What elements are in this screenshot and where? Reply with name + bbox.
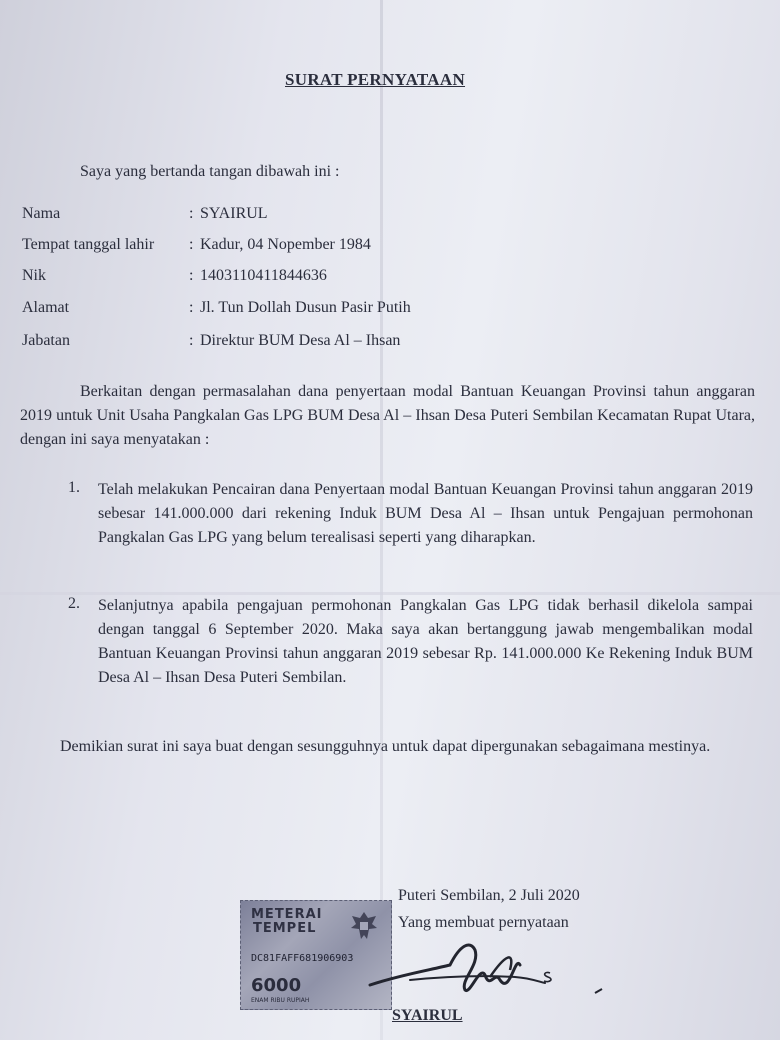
identity-value: Direktur BUM Desa Al – Ihsan — [200, 332, 401, 349]
identity-value: 1403110411844636 — [200, 267, 327, 284]
closing-paragraph: Demikian surat ini saya buat dengan sesungguhnya untuk dapat dipergunakan sebagaimana mestinya. — [60, 738, 711, 755]
item-number: 1. — [68, 479, 80, 496]
statement-item-1: Telah melakukan Pencairan dana Penyertaan modal Bantuan Keuangan Provinsi tahun anggaran 2019 sebesar 141.000.000 dari rekening Induk BUM Desa Al – Ihsan untuk Pengajuan permohonan Pangkalan Gas LPG yang belum terealisasi seperti yang diharapkan. — [98, 481, 753, 546]
stamp-text: TEMPEL — [253, 921, 317, 936]
identity-colon: : — [189, 332, 194, 349]
identity-label: Nik — [22, 267, 46, 284]
opening-paragraph: Berkaitan dengan permasalahan dana penyertaan modal Bantuan Keuangan Provinsi tahun anggaran 2019 untuk Unit Usaha Pangkalan Gas LPG BUM Desa Al – Ihsan Desa Puteri Sembilan Kecamatan Rupat Utara, dengan ini saya menyatakan : — [20, 383, 755, 448]
identity-colon: : — [189, 299, 194, 316]
identity-value: SYAIRUL — [200, 205, 268, 222]
item-number: 2. — [68, 595, 80, 612]
identity-value: Kadur, 04 Nopember 1984 — [200, 236, 371, 253]
stamp-text: METERAI — [251, 907, 323, 922]
place-and-date: Puteri Sembilan, 2 Juli 2020 — [398, 887, 580, 904]
identity-value: Jl. Tun Dollah Dusun Pasir Putih — [200, 299, 411, 316]
identity-label: Alamat — [22, 299, 70, 316]
identity-label: Jabatan — [22, 332, 70, 349]
statement-item-2: Selanjutnya apabila pengajuan permohonan Pangkalan Gas LPG tidak berhasil dikelola sampai dengan tanggal 6 September 2020. Maka saya akan bertanggung jawab mengembalikan modal Bantuan Keuangan Provinsi tahun anggaran 2019 sebesar Rp. 141.000.000 Ke Rekening Induk BUM Desa Al – Ihsan Desa Puteri Sembilan. — [98, 597, 753, 686]
identity-colon: : — [189, 267, 194, 284]
document-title: SURAT PERNYATAAN — [285, 70, 466, 89]
identity-colon: : — [189, 205, 194, 222]
identity-colon: : — [189, 236, 194, 253]
stamp-amount: 6000 — [251, 975, 302, 996]
intro-line: Saya yang bertanda tangan dibawah ini : — [80, 163, 340, 180]
signer-name: SYAIRUL — [392, 1007, 463, 1024]
identity-label: Tempat tanggal lahir — [22, 236, 155, 253]
stamp-caption: ENAM RIBU RUPIAH — [251, 997, 310, 1004]
handwritten-signature — [340, 935, 620, 1010]
maker-label: Yang membuat pernyataan — [398, 914, 569, 931]
identity-label: Nama — [22, 205, 61, 222]
stamp-serial: DC81FAFF681906903 — [251, 953, 354, 964]
